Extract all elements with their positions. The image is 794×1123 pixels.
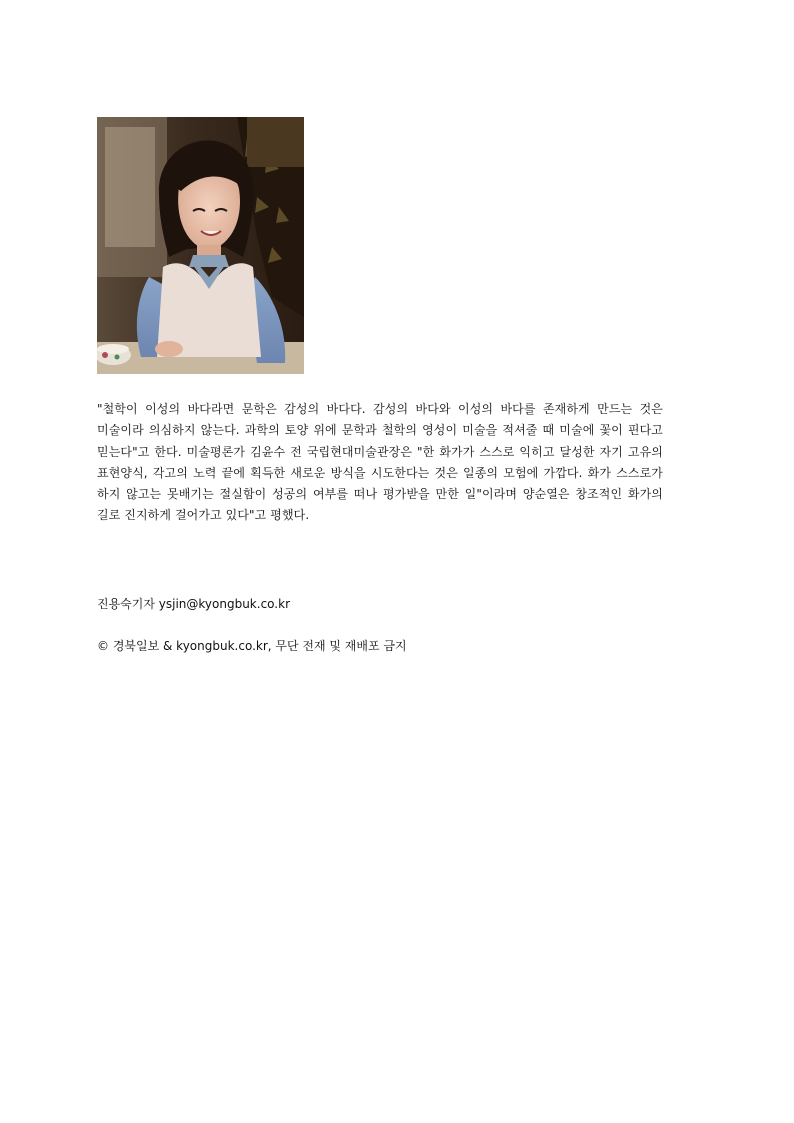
copyright-notice: © 경북일보 & kyongbuk.co.kr, 무단 전재 및 재배포 금지 xyxy=(97,639,407,653)
article-body: "철학이 이성의 바다라면 문학은 감성의 바다다. 감성의 바다와 이성의 바다를 존재하게 만드는 것은 미술이라 의심하지 않는다. 과학의 토양 위에 문학과 철학의 영성이 미술을 적셔줄 때 미술에 꽃이 핀다고 믿는다"고 한다. 미술평론가 김윤수 전 국립현대미술관장은 "한 화가가 스스로 익히고 달성한 자기 고유의 표현양식, 각고의 노력 끝에 획득한 새로운 방식을 시도한다는 것은 일종의 모험에 가깝다. 화가 스스로가 하지 않고는 못배기는 절실함이 성공의 여부를 떠나 평가받을 만한 일"이라며 양순열은 창조적인 화가의 길로 진지하게 걸어가고 있다"고 평했다. xyxy=(97,402,663,523)
reporter-byline: 진용숙기자 ysjin@kyongbuk.co.kr xyxy=(97,597,291,611)
portrait-photo-icon xyxy=(97,117,304,374)
portrait-photo xyxy=(97,117,304,374)
